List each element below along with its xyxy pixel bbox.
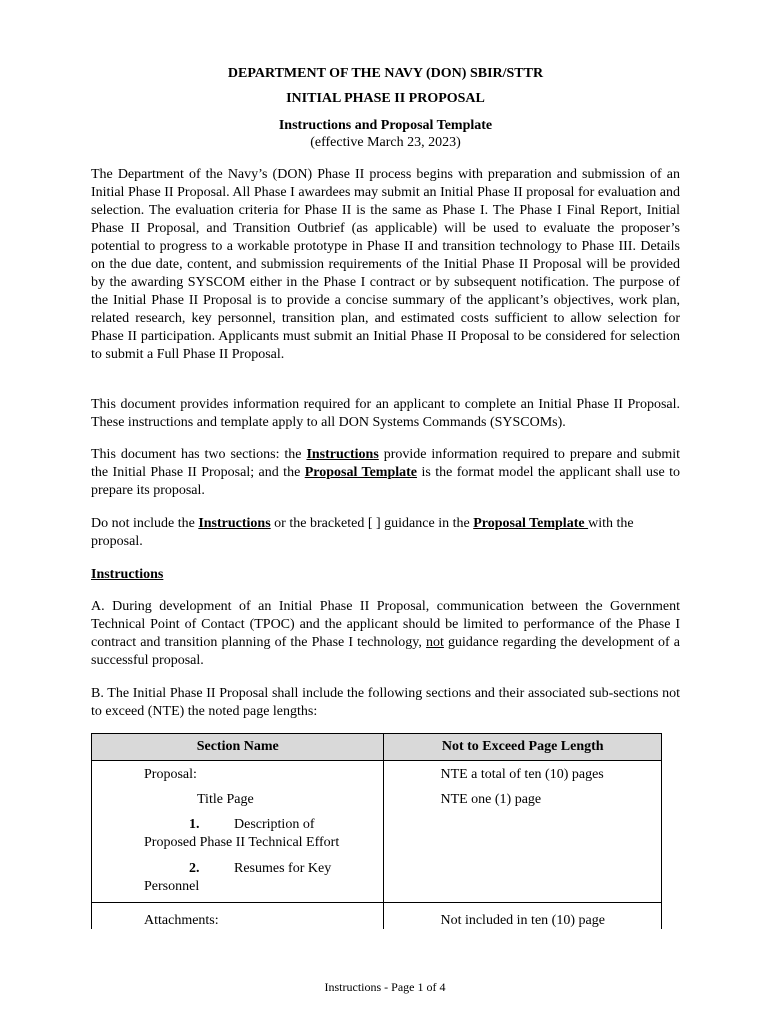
title-page-nte: NTE one (1) page [440, 792, 542, 807]
item1-text-a: Description of [234, 817, 315, 832]
intro-p4-text-c: with the proposal. [91, 516, 634, 549]
page-footer: Instructions - Page 1 of 4 [324, 980, 446, 994]
item2-text-b: Personnel [144, 879, 200, 894]
item1-text-b: Proposed Phase II Technical Effort [144, 835, 340, 850]
attachments-section-cell [92, 903, 384, 930]
table-row [92, 761, 662, 903]
item2-number: 2. [189, 861, 200, 876]
intro-p3-text-b: provide information required to prepare and submit the Initial Phase II Proposal; and the [91, 447, 680, 480]
attachments-nte-cell [384, 903, 662, 930]
intro-p4-text-b: or the bracketed [ ] guidance in the [270, 516, 474, 531]
proposal-template-ref-2: Proposal Template [473, 516, 589, 531]
intro-paragraph-3 [91, 446, 680, 500]
instruction-b [91, 685, 680, 721]
intro-paragraph-1 [91, 166, 680, 364]
col-nte-page-length: Not to Exceed Page Length [384, 734, 662, 761]
doc-title-line2: INITIAL PHASE II PROPOSAL [286, 91, 485, 106]
instruction-b-text: B. The Initial Phase II Proposal shall include the following sections and their associated sub-sections not to exceed (NTE) the noted page lengths: [91, 686, 680, 719]
proposal-nte: NTE a total of ten (10) pages [440, 767, 604, 782]
proposal-section-cell [92, 761, 384, 903]
intro-paragraph-2 [91, 396, 680, 432]
page-length-table [91, 733, 662, 929]
title-page-label: Title Page [197, 792, 254, 807]
item2-text-a: Resumes for Key [234, 861, 332, 876]
proposal-label: Proposal: [144, 767, 197, 782]
instruction-a-text-1: A. During development of an Initial Phase II Proposal, communication between the Government Technical Point of Contact (TPOC) and the applicant should be limited to performance of the Phase I contract and transition planning of the Phase I technology, [91, 599, 680, 650]
doc-effective-date: (effective March 23, 2023) [310, 135, 461, 150]
attachments-label: Attachments: [144, 913, 219, 928]
attachments-nte: Not included in ten (10) page [440, 913, 605, 928]
instruction-a-not: not [426, 635, 444, 650]
intro-paragraph-4 [91, 515, 680, 551]
item1-number: 1. [189, 817, 200, 832]
doc-title-line1: DEPARTMENT OF THE NAVY (DON) SBIR/STTR [227, 66, 544, 81]
proposal-template-ref: Proposal Template [304, 465, 418, 480]
instructions-ref: Instructions [306, 447, 379, 462]
instruction-a [91, 598, 680, 670]
intro-p2-text: This document provides information required for an applicant to complete an Initial Phase II Proposal. These instructions and template apply to all DON Systems Commands (SYSCOMs). [91, 397, 680, 430]
intro-p3-text-c: is the format model the applicant shall use to prepare its proposal. [91, 465, 680, 498]
table-row [92, 903, 662, 930]
table-header-row [92, 734, 662, 761]
intro-p1-text: The Department of the Navy’s (DON) Phase II process begins with preparation and submission of an Initial Phase II Proposal. All Phase I awardees may submit an Initial Phase II proposal for evaluation and selection. The evaluation criteria for Phase II is the same as Phase I. The Phase I Final Report, Initial Phase II Proposal, and Transition Outbrief (as applicable) will be used to evaluate the proposer’s potential to progress to a workable prototype in Phase II and transition technology to Phase III. Details on the due date, content, and submission requirements of the Initial Phase II Proposal will be provided by the awarding SYSCOM either in the Phase I contract or by subsequent notification. The purpose of the Initial Phase II Proposal is to provide a concise summary of the applicant’s objectives, work plan, related research, key personnel, transition plan, and estimated costs sufficient to allow selection for Phase II participation. Applicants must submit an Initial Phase II Proposal to be considered for selection to submit a Full Phase II Proposal. [91, 167, 680, 362]
instructions-ref-2: Instructions [198, 516, 271, 531]
instructions-heading: Instructions [91, 567, 164, 582]
col-section-name: Section Name [92, 734, 384, 761]
intro-p4-text-a: Do not include the [91, 516, 199, 531]
instruction-a-text-2: guidance regarding the development of a successful proposal. [91, 635, 681, 668]
doc-subtitle: Instructions and Proposal Template [278, 118, 493, 133]
intro-p3-text-a: This document has two sections: the [91, 447, 307, 462]
proposal-nte-cell [384, 761, 662, 903]
